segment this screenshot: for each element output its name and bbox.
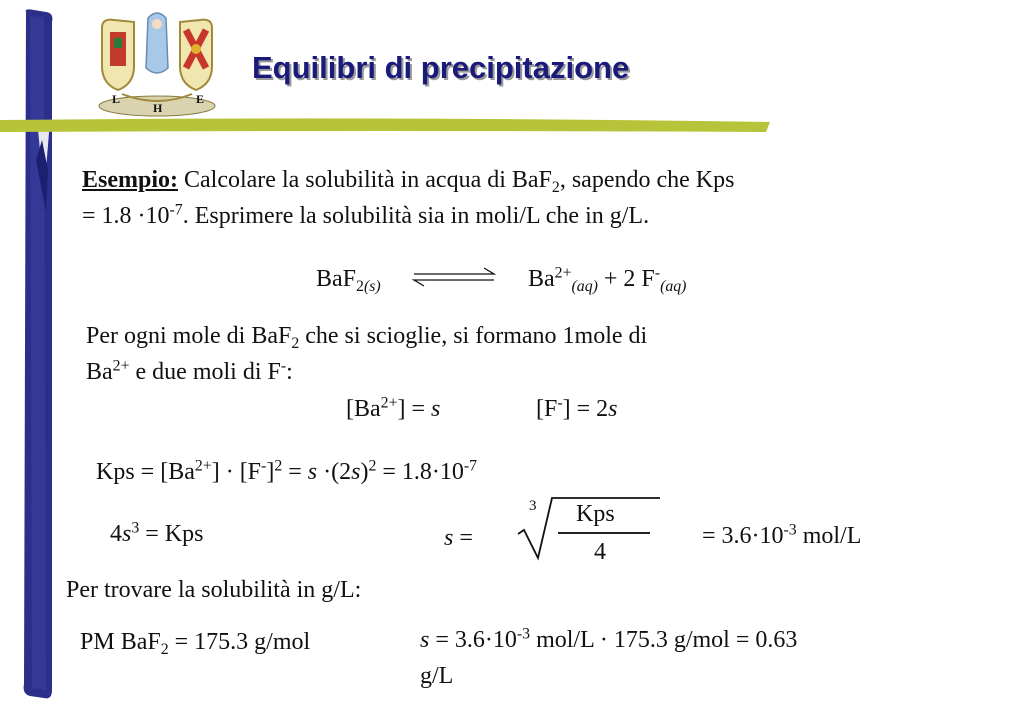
reaction-products: $Ba^{2+}_{(aq)} + 2$ $F^-_{(aq)}$ <box>528 264 687 295</box>
page-title: Equilibri di precipitazione <box>252 50 630 85</box>
reaction-reactant: BaF$_{2(s)}$ <box>316 266 381 295</box>
example-line-2: = $1.8 \cdot 10^{-7}$. Esprimere la solubilità sia in moli/L che in g/L. <box>82 201 650 229</box>
logo-letter-e: E <box>196 92 205 106</box>
grams-intro: Per trovare la solubilità in g/L: <box>66 577 362 603</box>
fraction-denominator: 4 <box>594 539 606 565</box>
logo-letter-h: H <box>153 101 163 115</box>
ba-concentration: $[Ba^{2+}] = s$ <box>346 394 441 422</box>
sidebar-decoration <box>0 0 60 708</box>
fraction-numerator: Kps <box>576 501 615 527</box>
explanation-line-2: $Ba^{2+}$ e due moli di F-: <box>86 357 293 385</box>
equilibrium-arrow-icon <box>410 266 500 288</box>
example-line-1: Esempio: Calcolare la solubilità in acqua di BaF$_2$, sapendo che Kps <box>82 167 735 196</box>
kps-expression: Kps = $[Ba^{2+}] \cdot [F^-]^2 = s \cdot(2s)^2 = 1.8\cdot 10^{-7}$ <box>96 457 478 485</box>
fraction-line <box>558 532 650 534</box>
logo-letter-l: L <box>112 92 121 106</box>
solution-lhs: s = <box>444 525 473 551</box>
solution-result: = $3.6\cdot 10^{-3}$ mol/L <box>702 521 862 549</box>
cubic-equation: $4s^3$ = Kps <box>110 519 204 547</box>
accent-bar <box>0 112 780 136</box>
explanation-line-1: Per ogni mole di BaF$_2$ che si scioglie, si formano 1mole di <box>86 323 648 352</box>
root-index: 3 <box>529 498 537 514</box>
example-label: Esempio: <box>82 167 178 193</box>
f-concentration: [F-] = 2s <box>536 394 618 422</box>
molar-mass: PM BaF$_2$ = 175.3 g/mol <box>80 629 311 658</box>
grams-calculation: $s = 3.6\cdot 10^{-3}$ mol/L · 175.3 g/mol = 0.63 <box>420 625 798 653</box>
grams-calculation-unit: g/L <box>420 663 454 689</box>
